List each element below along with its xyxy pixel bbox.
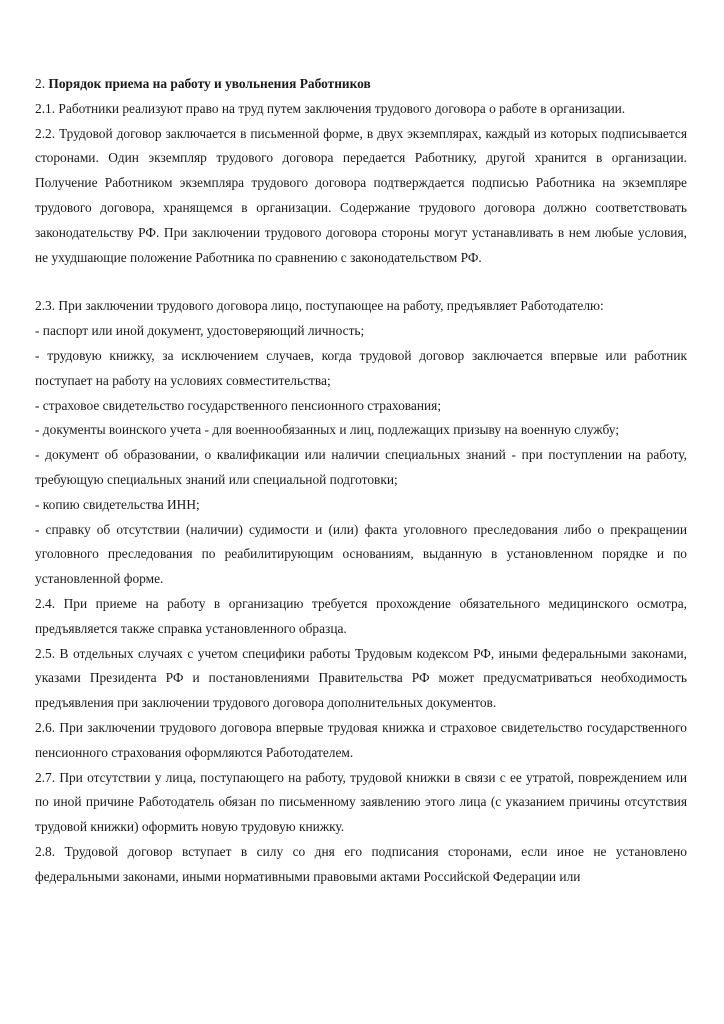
list-item-work-book: - трудовую книжку, за исключением случаев, когда трудовой договор заключается впервые или работник поступает на работу на условиях совместительства; <box>35 347 687 388</box>
paragraph-gap <box>35 270 687 294</box>
list-item-pension-certificate: - страховое свидетельство государственного пенсионного страхования; <box>35 397 442 413</box>
paragraph-2-4: 2.4. При приеме на работу в организацию требуется прохождение обязательного медицинского осмотра, предъявляется также справка установленного образца. <box>35 595 687 636</box>
section-heading <box>35 72 687 97</box>
paragraph-2-5: 2.5. В отдельных случаях с учетом специфики работы Трудовым кодексом РФ, иными федеральными законами, указами Президента РФ и постановлениями Правительства РФ может предусматриваться необходимость предъявления при заключении трудового договора дополнительных документов. <box>35 645 687 711</box>
paragraph-2-8: 2.8. Трудовой договор вступает в силу со дня его подписания сторонами, если иное не установлено федеральными законами, иными нормативными правовыми актами Российской Федерации или <box>35 843 687 884</box>
document-body <box>35 72 687 890</box>
list-item-education-document: - документ об образовании, о квалификации или наличии специальных знаний - при поступлении на работу, требующую специальных знаний или специальной подготовки; <box>35 447 687 487</box>
list-item-inn-copy: - копию свидетельства ИНН; <box>35 496 200 512</box>
list-item-passport: - паспорт или иной документ, удостоверяющий личность; <box>35 323 365 339</box>
paragraph-2-3: 2.3. При заключении трудового договора лицо, поступающее на работу, предъявляет Работодателю: <box>35 298 604 314</box>
paragraph-2-2: 2.2. Трудовой договор заключается в письменной форме, в двух экземплярах, каждый из которых подписывается сторонами. Один экземпляр трудового договора передается Работнику, другой хранится в организации. Получение Работником экземпляра трудового договора подтверждается подписью Работника на экземпляре трудового договора, хранящемся в организации. Содержание трудового договора должно соответствовать законодательству РФ. При заключении трудового договора стороны могут устанавливать в нем любые условия, не ухудшающие положение Работника по сравнению с законодательством РФ. <box>35 125 687 265</box>
section-number: 2. <box>35 76 46 91</box>
paragraph-2-6: 2.6. При заключении трудового договора впервые трудовая книжка и страховое свидетельство государственного пенсионного страхования оформляются Работодателем. <box>35 719 687 760</box>
section-title: Порядок приема на работу и увольнения Работников <box>48 76 371 91</box>
paragraph-2-7: 2.7. При отсутствии у лица, поступающего на работу, трудовой книжки в связи с ее утратой, повреждением или по иной причине Работодатель обязан по письменному заявлению этого лица (с указанием причины отсутствия трудовой книжки) оформить новую трудовую книжку. <box>35 769 687 835</box>
paragraph-2-1: 2.1. Работники реализуют право на труд путем заключения трудового договора о работе в организации. <box>35 100 626 116</box>
list-item-criminal-record-certificate: - справку об отсутствии (наличии) судимости и (или) факта уголовного преследования либо о прекращении уголовного преследования по реабилитирующим основаниям, выданную в установленном порядке и по установленной форме. <box>35 521 687 587</box>
list-item-military-documents: - документы воинского учета - для военнообязанных и лиц, подлежащих призыву на военную службу; <box>35 422 620 438</box>
